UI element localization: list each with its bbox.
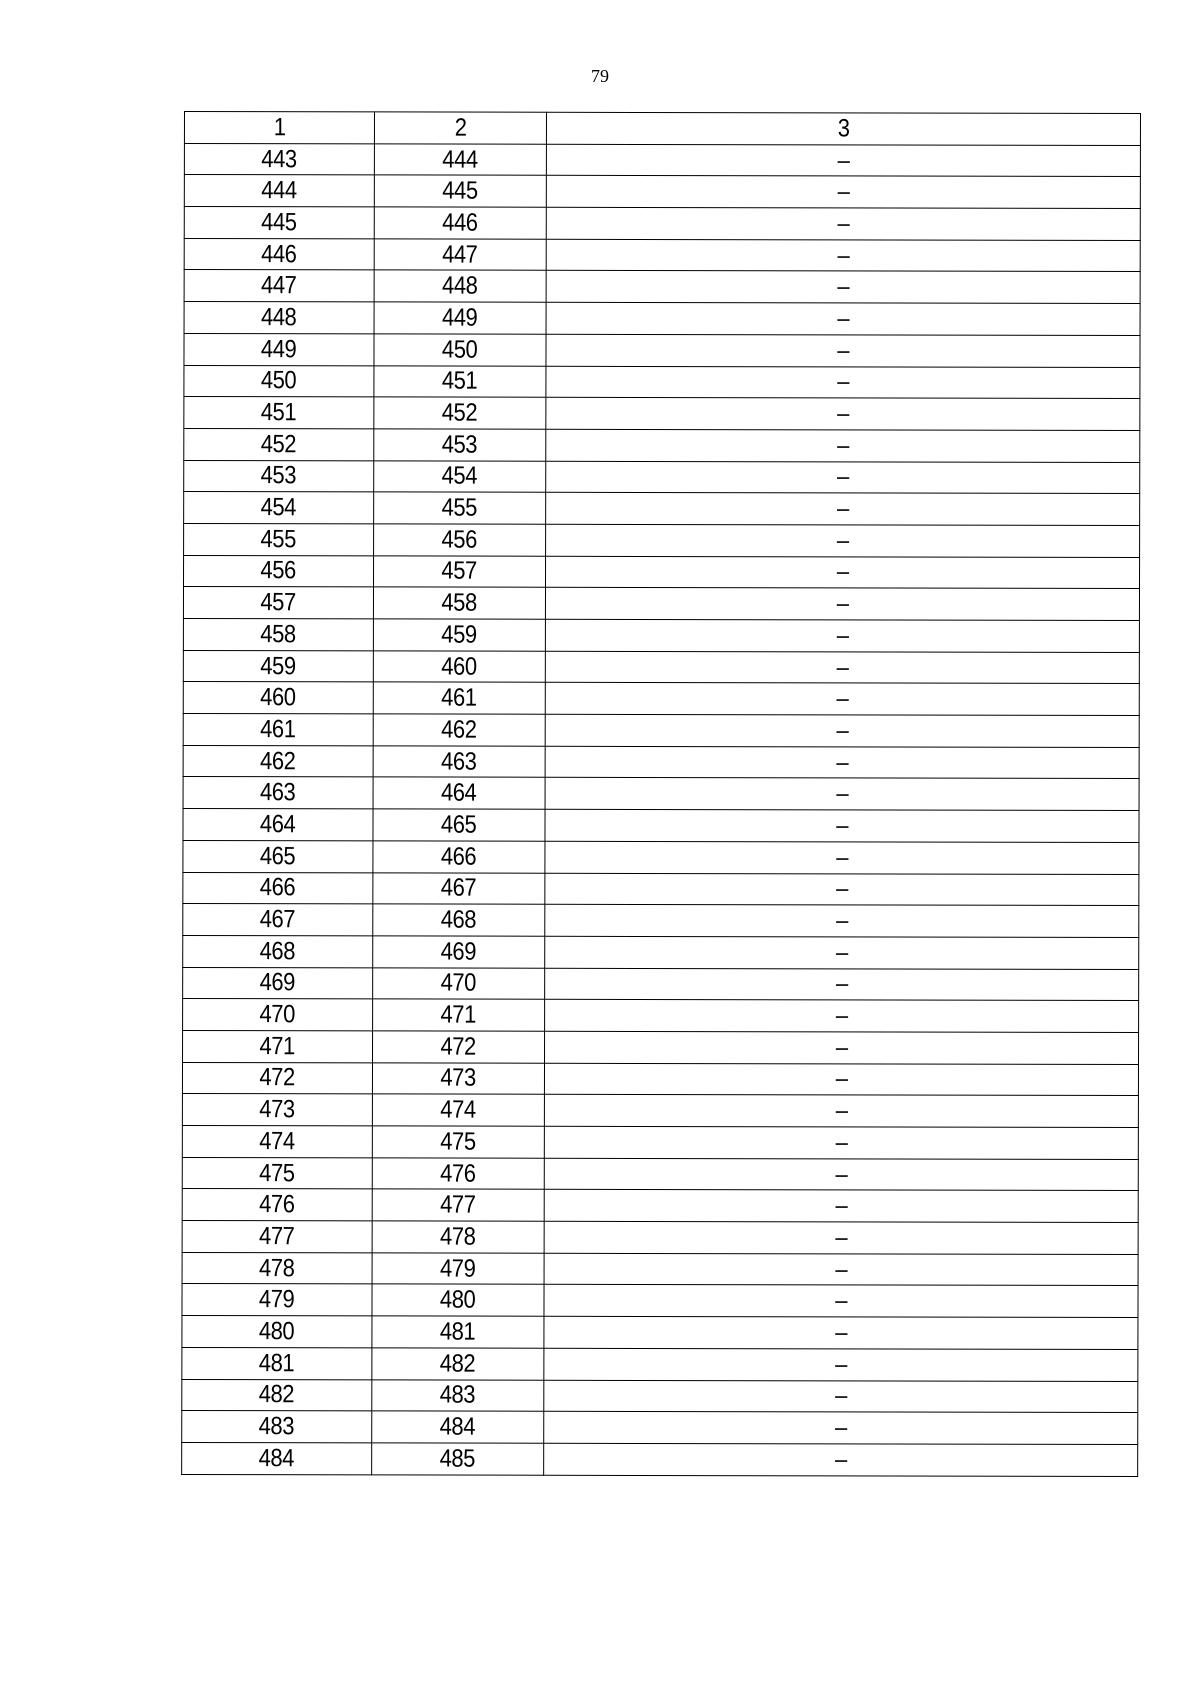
table-body bbox=[182, 143, 1141, 1476]
table-cell-col-2: 451 bbox=[374, 365, 546, 397]
table-cell-col-2: 473 bbox=[372, 1063, 544, 1095]
table-cell-col-1: 457 bbox=[183, 587, 373, 619]
table-cell-col-1: 460 bbox=[183, 682, 373, 714]
table-cell-col-2: 462 bbox=[373, 714, 545, 746]
table-row bbox=[183, 967, 1139, 1001]
table-cell-col-1: 447 bbox=[184, 270, 374, 302]
table-cell-col-3: – bbox=[545, 588, 1139, 621]
table-cell-col-2: 448 bbox=[374, 270, 546, 302]
table-cell-col-3: – bbox=[544, 1095, 1138, 1128]
table-row bbox=[184, 207, 1140, 241]
table-cell-col-2: 477 bbox=[372, 1189, 544, 1221]
table-cell-col-1: 463 bbox=[183, 777, 373, 809]
table-cell-col-3: – bbox=[544, 1190, 1138, 1223]
table-cell-col-2: 472 bbox=[373, 1031, 545, 1063]
table-row bbox=[183, 777, 1139, 811]
table-cell-col-1: 478 bbox=[182, 1252, 372, 1284]
table-cell-col-3: – bbox=[546, 239, 1140, 272]
table-cell-col-1: 449 bbox=[184, 333, 374, 365]
table-row bbox=[183, 714, 1139, 748]
table-cell-col-3: – bbox=[545, 1000, 1139, 1033]
table-cell-col-3: – bbox=[546, 334, 1140, 367]
table-row bbox=[183, 840, 1139, 874]
table-row bbox=[182, 1125, 1138, 1159]
table-cell-col-3: – bbox=[545, 746, 1139, 779]
table-row bbox=[182, 1442, 1138, 1476]
table-cell-col-3: – bbox=[544, 1253, 1138, 1286]
table-cell-col-3: – bbox=[544, 1063, 1138, 1096]
table-row bbox=[182, 1379, 1138, 1413]
table-cell-col-3: – bbox=[544, 1348, 1138, 1381]
table-row bbox=[184, 555, 1140, 589]
table-cell-col-2: 480 bbox=[372, 1284, 544, 1316]
table-cell-col-1: 452 bbox=[184, 428, 374, 460]
table-row bbox=[182, 1316, 1138, 1350]
table-cell-col-1: 475 bbox=[182, 1157, 372, 1189]
table-cell-col-3: – bbox=[546, 302, 1140, 335]
table-row bbox=[183, 809, 1139, 843]
table-row bbox=[182, 1189, 1138, 1223]
table-cell-col-2: 460 bbox=[373, 651, 545, 683]
table-cell-col-3: – bbox=[545, 904, 1139, 937]
table-cell-col-1: 470 bbox=[183, 999, 373, 1031]
table-cell-col-2: 468 bbox=[373, 904, 545, 936]
table-row bbox=[184, 143, 1140, 177]
table-cell-col-3: – bbox=[545, 714, 1139, 747]
table-cell-col-2: 464 bbox=[373, 777, 545, 809]
table-row bbox=[183, 872, 1139, 906]
table-cell-col-2: 485 bbox=[372, 1443, 544, 1475]
table-cell-col-2: 457 bbox=[374, 556, 546, 588]
table-cell-col-2: 466 bbox=[373, 841, 545, 873]
table-row bbox=[183, 745, 1139, 779]
table-cell-col-3: – bbox=[546, 144, 1140, 177]
table-cell-col-2: 474 bbox=[372, 1094, 544, 1126]
table-cell-col-1: 473 bbox=[182, 1094, 372, 1126]
table-cell-col-2: 445 bbox=[374, 175, 546, 207]
table-cell-col-2: 454 bbox=[374, 460, 546, 492]
table-row bbox=[184, 238, 1140, 272]
table-cell-col-1: 455 bbox=[184, 523, 374, 555]
table-cell-col-2: 463 bbox=[373, 746, 545, 778]
table-cell-col-1: 464 bbox=[183, 809, 373, 841]
table-cell-col-2: 482 bbox=[372, 1348, 544, 1380]
table-cell-col-2: 478 bbox=[372, 1221, 544, 1253]
table-header-row bbox=[184, 112, 1140, 146]
table-cell-col-3: – bbox=[544, 1158, 1138, 1191]
table-row bbox=[183, 1030, 1139, 1064]
table-cell-col-2: 447 bbox=[374, 239, 546, 271]
table-cell-col-3: – bbox=[545, 809, 1139, 842]
table-row bbox=[182, 1094, 1138, 1128]
table-cell-col-2: 467 bbox=[373, 872, 545, 904]
table-cell-col-1: 471 bbox=[183, 1030, 373, 1062]
table-cell-col-1: 481 bbox=[182, 1347, 372, 1379]
table-cell-col-1: 461 bbox=[183, 714, 373, 746]
table-cell-col-3: – bbox=[544, 1443, 1138, 1476]
table-cell-col-1: 482 bbox=[182, 1379, 372, 1411]
table-cell-col-1: 453 bbox=[184, 460, 374, 492]
table-row bbox=[184, 365, 1140, 399]
table-cell-col-3: – bbox=[544, 1380, 1138, 1413]
table-cell-col-3: – bbox=[546, 461, 1140, 494]
table-cell-col-2: 483 bbox=[372, 1379, 544, 1411]
table-cell-col-3: – bbox=[545, 936, 1139, 969]
table-cell-col-2: 479 bbox=[372, 1253, 544, 1285]
table-row bbox=[182, 1221, 1138, 1255]
table-cell-col-3: – bbox=[545, 683, 1139, 716]
table-cell-col-1: 446 bbox=[184, 238, 374, 270]
table-cell-col-1: 443 bbox=[184, 143, 374, 175]
table-cell-col-1: 456 bbox=[184, 555, 374, 587]
table-row bbox=[184, 460, 1140, 494]
table-row bbox=[184, 428, 1140, 462]
table-cell-col-3: – bbox=[544, 1126, 1138, 1159]
table-cell-col-1: 459 bbox=[183, 650, 373, 682]
table-cell-col-1: 462 bbox=[183, 745, 373, 777]
table-cell-col-1: 479 bbox=[182, 1284, 372, 1316]
table-row bbox=[182, 1347, 1138, 1381]
table-row bbox=[182, 1252, 1138, 1286]
table-cell-col-3: – bbox=[545, 1031, 1139, 1064]
table-cell-col-1: 454 bbox=[184, 492, 374, 524]
table-cell-col-1: 469 bbox=[183, 967, 373, 999]
table-cell-col-2: 471 bbox=[373, 999, 545, 1031]
table-cell-col-2: 465 bbox=[373, 809, 545, 841]
table-cell-col-1: 477 bbox=[182, 1221, 372, 1253]
table-cell-col-3: – bbox=[545, 651, 1139, 684]
table-cell-col-1: 448 bbox=[184, 302, 374, 334]
table-cell-col-3: – bbox=[546, 524, 1140, 557]
table-row bbox=[182, 1062, 1138, 1096]
table-row bbox=[182, 1157, 1138, 1191]
table-cell-col-3: – bbox=[545, 619, 1139, 652]
table-row bbox=[183, 904, 1139, 938]
table-row bbox=[183, 999, 1139, 1033]
table-cell-col-1: 480 bbox=[182, 1316, 372, 1348]
table-cell-col-1: 472 bbox=[182, 1062, 372, 1094]
table-row bbox=[184, 270, 1140, 304]
table-row bbox=[184, 175, 1140, 209]
column-header-2: 2 bbox=[374, 112, 546, 144]
table-cell-col-2: 481 bbox=[372, 1316, 544, 1348]
table-cell-col-3: – bbox=[544, 1316, 1138, 1349]
table-cell-col-1: 458 bbox=[183, 618, 373, 650]
page-number: 79 bbox=[591, 66, 609, 86]
table-cell-col-3: – bbox=[544, 1285, 1138, 1318]
table-row bbox=[184, 492, 1140, 526]
table-cell-col-1: 465 bbox=[183, 840, 373, 872]
table-row bbox=[183, 650, 1139, 684]
table-cell-col-2: 461 bbox=[373, 682, 545, 714]
table-cell-col-3: – bbox=[546, 429, 1140, 462]
table-row bbox=[183, 935, 1139, 969]
table-cell-col-1: 476 bbox=[182, 1189, 372, 1221]
table-cell-col-3: – bbox=[546, 397, 1140, 430]
table-cell-col-2: 470 bbox=[373, 967, 545, 999]
table-cell-col-1: 467 bbox=[183, 904, 373, 936]
table-cell-col-3: – bbox=[544, 1221, 1138, 1254]
column-header-3: 3 bbox=[546, 112, 1140, 145]
table-row bbox=[183, 587, 1139, 621]
table-cell-col-1: 451 bbox=[184, 397, 374, 429]
data-table bbox=[181, 111, 1141, 1477]
table-cell-col-3: – bbox=[546, 493, 1140, 526]
table-row bbox=[183, 682, 1139, 716]
table-cell-col-1: 445 bbox=[184, 207, 374, 239]
table-cell-col-1: 468 bbox=[183, 935, 373, 967]
table-cell-col-2: 458 bbox=[373, 587, 545, 619]
table-cell-col-3: – bbox=[545, 968, 1139, 1001]
table-cell-col-2: 450 bbox=[374, 334, 546, 366]
table-row bbox=[182, 1284, 1138, 1318]
table-cell-col-3: – bbox=[545, 873, 1139, 906]
table-cell-col-1: 483 bbox=[182, 1411, 372, 1443]
table-cell-col-2: 452 bbox=[374, 397, 546, 429]
table-cell-col-2: 444 bbox=[374, 144, 546, 176]
table-cell-col-2: 476 bbox=[372, 1158, 544, 1190]
table-cell-col-3: – bbox=[546, 556, 1140, 589]
table-cell-col-2: 469 bbox=[373, 936, 545, 968]
table-cell-col-3: – bbox=[545, 778, 1139, 811]
table-row bbox=[184, 333, 1140, 367]
table-cell-col-2: 484 bbox=[372, 1411, 544, 1443]
table-cell-col-3: – bbox=[546, 271, 1140, 304]
table-cell-col-1: 450 bbox=[184, 365, 374, 397]
table-row bbox=[184, 302, 1140, 336]
table-cell-col-2: 456 bbox=[374, 524, 546, 556]
table-row bbox=[184, 397, 1140, 431]
table-cell-col-2: 455 bbox=[374, 492, 546, 524]
table-cell-col-2: 475 bbox=[372, 1126, 544, 1158]
table-cell-col-1: 474 bbox=[182, 1125, 372, 1157]
table-row bbox=[183, 618, 1139, 652]
table-cell-col-3: – bbox=[545, 841, 1139, 874]
table-cell-col-2: 453 bbox=[374, 429, 546, 461]
table-cell-col-3: – bbox=[546, 366, 1140, 399]
table-cell-col-2: 459 bbox=[373, 619, 545, 651]
table-row bbox=[182, 1411, 1138, 1445]
table-cell-col-2: 446 bbox=[374, 207, 546, 239]
table-cell-col-2: 449 bbox=[374, 302, 546, 334]
table-cell-col-3: – bbox=[546, 176, 1140, 209]
table-cell-col-1: 444 bbox=[184, 175, 374, 207]
table-cell-col-1: 466 bbox=[183, 872, 373, 904]
column-header-1: 1 bbox=[184, 112, 374, 144]
table-cell-col-1: 484 bbox=[182, 1442, 372, 1474]
table-cell-col-3: – bbox=[546, 207, 1140, 240]
table-cell-col-3: – bbox=[544, 1411, 1138, 1444]
table-row bbox=[184, 523, 1140, 557]
